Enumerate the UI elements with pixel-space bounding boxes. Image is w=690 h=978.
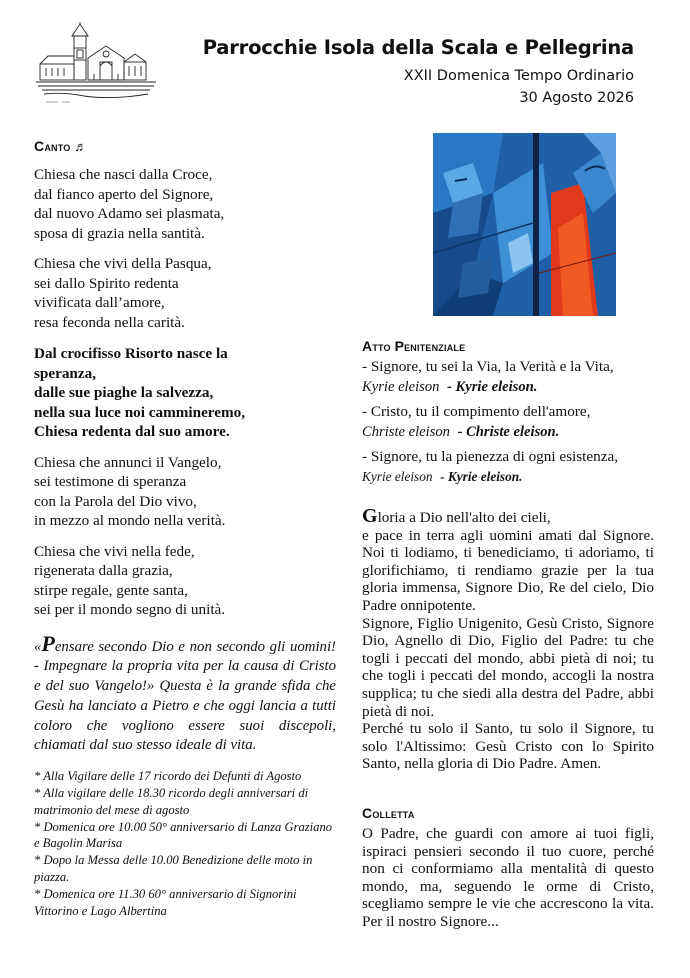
gloria-first-line: loria a Dio nell'alto dei cieli,	[377, 509, 551, 526]
canto-stanza-1	[34, 165, 336, 243]
church-logo	[34, 22, 158, 112]
kyrie-invocation-3	[362, 447, 654, 486]
invocation-response: - Christe eleison.	[457, 423, 560, 440]
quote-dropcap: P	[41, 630, 55, 656]
verse-line: in mezzo al mondo nella verità.	[34, 512, 226, 529]
colletta-heading: Colletta	[362, 804, 415, 821]
verse-line: sei testimone di speranza	[34, 473, 187, 490]
gloria-paragraph: Perché tu solo il Santo, tu solo il Signore, tu solo l'Altissimo: Gesù Cristo con lo Spirito Santo, nella gloria di Dio Padre. Amen.	[362, 720, 654, 773]
verse-line: rigenerata dalla grazia,	[34, 562, 173, 579]
verse-line: stirpe regale, gente santa,	[34, 581, 188, 599]
verse-line: resa feconda nella carità.	[34, 313, 185, 331]
invocation-text: - Cristo, tu il compimento dell'amore,	[362, 403, 591, 420]
notice-item: * Domenica ore 11.30 60° anniversario di Signorini Vittorino e Lago Albertina	[34, 886, 297, 918]
invocation-call: Kyrie eleison	[362, 378, 440, 395]
verse-line: Chiesa che vivi nella fede,	[34, 542, 195, 560]
right-column	[362, 133, 654, 930]
kyrie-invocation-2	[362, 402, 654, 442]
atto-penitenziale-heading: Atto Penitenziale	[362, 338, 466, 354]
invocation-text: - Signore, tu sei la Via, la Verità e la Vita,	[362, 358, 614, 375]
refrain-line: dalle sue piaghe la salvezza,	[34, 384, 214, 401]
parish-title: Parrocchie Isola della Scala e Pellegrina	[202, 36, 634, 59]
notices-list	[34, 768, 336, 919]
invocation-response: - Kyrie eleison.	[440, 468, 523, 484]
verse-line: sei dallo Spirito redenta	[34, 274, 179, 292]
refrain-line: Dal crocifisso Risorto nasce la	[34, 345, 228, 362]
verse-line: dal fianco aperto del Signore,	[34, 185, 214, 203]
verse-line: Chiesa che vivi della Pasqua,	[34, 255, 212, 272]
gloria-dropcap: G	[362, 505, 378, 527]
canto-stanza-3	[34, 453, 336, 531]
cubist-painting-image	[433, 133, 616, 316]
colletta-prayer: O Padre, che guardi con amore ai tuoi figli, ispiraci pensieri secondo il tuo cuore, perché non ci conformiamo alla mentalità di questo mondo, ma, seguendo le orme di Cristo, scegliamo sempre le vie che accrescono la vita. Per il nostro Signore...	[362, 824, 654, 930]
canto-stanza-4	[34, 542, 336, 620]
verse-line: dal nuovo Adamo sei plasmata,	[34, 205, 225, 222]
gloria-paragraph: e pace in terra agli uomini amati dal Signore. Noi ti lodiamo, ti benediciamo, ti adoriamo, ti glorifichiamo, ti rendiamo grazie per la tua gloria immensa, Signore Dio, Re del cielo, Dio Padre onnipotente.	[362, 526, 654, 614]
invocation-call: Kyrie eleison	[362, 468, 433, 484]
page-header	[203, 36, 634, 106]
liturgical-sunday: XXII Domenica Tempo Ordinario	[403, 68, 634, 84]
verse-line: sposa di grazia nella santità.	[34, 224, 205, 242]
gloria-prayer	[362, 505, 654, 773]
verse-line: Chiesa che annunci il Vangelo,	[34, 453, 222, 471]
invocation-text: - Signore, tu la pienezza di ogni esistenza,	[362, 448, 618, 465]
refrain-line: speranza,	[34, 364, 97, 382]
notice-item: * Dopo la Messa delle 10.00 Benedizione delle moto in piazza.	[34, 853, 313, 885]
canto-stanza-2	[34, 254, 336, 332]
canto-refrain	[34, 344, 336, 442]
quote-open: «	[34, 638, 42, 655]
notice-item: * Alla Vigilare delle 17 ricordo dei Defunti di Agosto	[34, 769, 302, 784]
verse-line: Chiesa che nasci dalla Croce,	[34, 166, 213, 183]
gloria-paragraph: Signore, Figlio Unigenito, Gesù Cristo, Signore Dio, Agnello di Dio, Figlio del Padre: tu che togli i peccati del mondo, abbi pietà di noi; tu che togli i peccati del mondo, accogli la nostra supplica; tu che siedi alla destra del Padre, abbi pietà di noi.	[362, 614, 654, 720]
verse-line: con la Parola del Dio vivo,	[34, 492, 197, 510]
quote-text: ensare secondo Dio e non secondo gli uomini! - Impegnare la propria vita per la causa di Cristo e del suo Vangelo!» Questa è la grande sfida che Gesù ha lanciato a Pietro e che oggi lancia a tutti coloro che vogliono essere suoi discepoli, chiamati dal suo stesso ideale di vita.	[34, 638, 336, 754]
refrain-line: Chiesa redenta dal suo amore.	[34, 423, 230, 440]
notice-item: * Alla vigilare delle 18.30 ricordo degli anniversari di matrimonio del mese di agosto	[34, 786, 309, 817]
left-column	[34, 138, 336, 919]
date: 30 Agosto 2026	[519, 90, 634, 106]
verse-line: sei per il mondo segno di unità.	[34, 601, 226, 618]
canto-heading: Canto ♬	[34, 138, 88, 154]
kyrie-invocation-1	[362, 357, 654, 397]
reflection-quote	[34, 630, 336, 757]
verse-line: vivificata dall’amore,	[34, 294, 165, 311]
refrain-line: nella sua luce noi cammineremo,	[34, 403, 246, 421]
invocation-call: Christe eleison	[362, 423, 450, 440]
invocation-response: - Kyrie eleison.	[447, 378, 538, 395]
notice-item: * Domenica ore 10.00 50° anniversario di Lanza Graziano e Bagolin Marisa	[34, 819, 333, 851]
